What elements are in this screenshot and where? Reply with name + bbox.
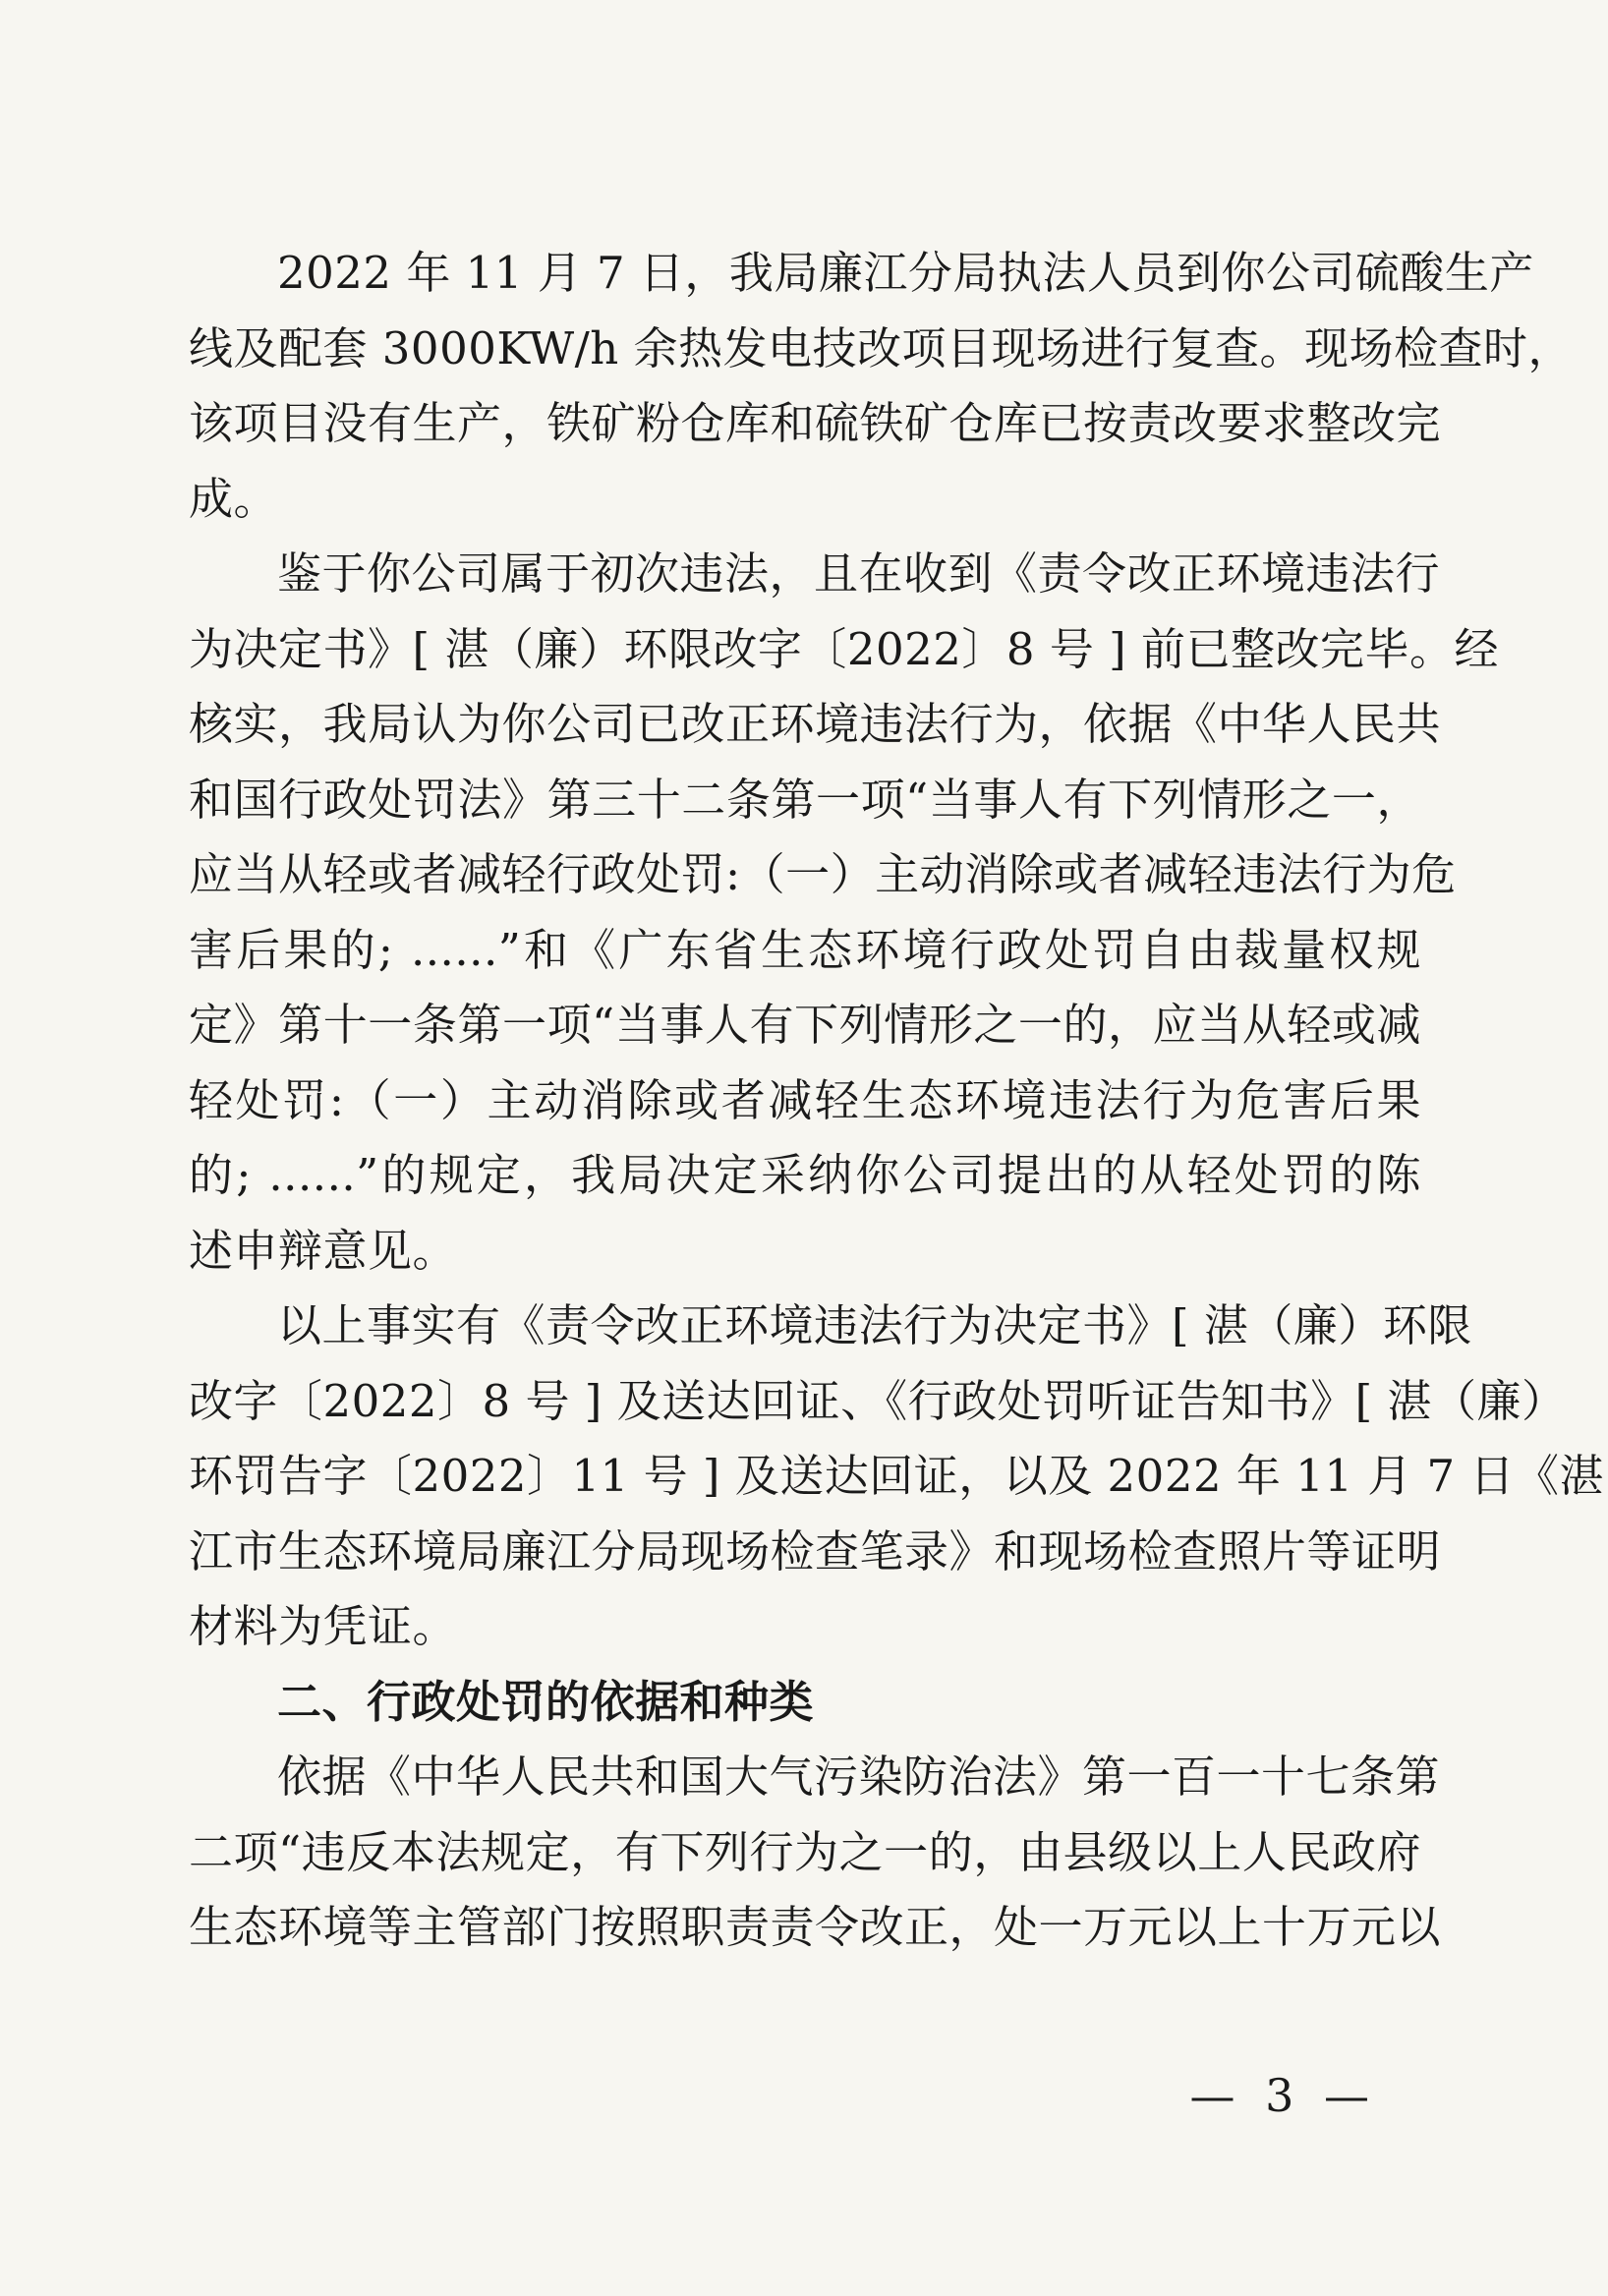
text-line: 生态环境等主管部门按照职责责令改正，处一万元以上十万元以 — [189, 1901, 1442, 1953]
text-line: 核实，我局认为你公司已改正环境违法行为，依据《中华人民共 — [189, 698, 1442, 750]
text-line: 定》第十一条第一项“当事人有下列情形之一的，应当从轻或减 — [189, 999, 1421, 1051]
text-line: 的; ......”的规定，我局决定采纳你公司提出的从轻处罚的陈 — [189, 1149, 1421, 1201]
text-line: 述申辩意见。 — [189, 1224, 458, 1277]
text-line: 以上事实有《责令改正环境违法行为决定书》[ 湛（廉）环限 — [277, 1299, 1472, 1351]
text-line: 轻处罚:（一）主动消除或者减轻生态环境违法行为危害后果 — [189, 1073, 1421, 1126]
document-body — [189, 236, 1604, 1966]
text-line: 该项目没有生产，铁矿粉仓库和硫铁矿仓库已按责改要求整改完 — [189, 397, 1442, 449]
text-line: 和国行政处罚法》第三十二条第一项“当事人有下列情形之一， — [189, 773, 1421, 826]
text-line: 江市生态环境局廉江分局现场检查笔录》和现场检查照片等证明 — [189, 1524, 1442, 1578]
page-number: — 3 — — [1189, 2069, 1377, 2122]
text-line: 应当从轻或者减轻行政处罚:（一）主动消除或者减轻违法行为危 — [189, 848, 1457, 900]
text-line: 线及配套 3000KW/h 余热发电技改项目现场进行复查。现场检查时， — [189, 321, 1574, 374]
text-line: 材料为凭证。 — [189, 1600, 458, 1652]
text-line: 2022 年 11 月 7 日，我局廉江分局执法人员到你公司硫酸生产 — [277, 247, 1534, 299]
text-line: 二项“违反本法规定，有下列行为之一的，由县级以上人民政府 — [189, 1825, 1421, 1878]
text-line: 环罚告字〔2022〕11 号 ] 及送达回证，以及 2022 年 11 月 7 日《湛 — [189, 1450, 1604, 1502]
text-line: 害后果的; ......”和《广东省生态环境行政处罚自由裁量权规 — [189, 923, 1421, 976]
text-line: 鉴于你公司属于初次违法，且在收到《责令改正环境违法行 — [277, 547, 1441, 600]
text-line: 改字〔2022〕8 号 ] 及送达回证、《行政处罚听证告知书》[ 湛（廉） — [189, 1374, 1567, 1427]
section-heading: 二、行政处罚的依据和种类 — [277, 1675, 815, 1728]
text-line: 依据《中华人民共和国大气污染防治法》第一百一十七条第 — [277, 1751, 1441, 1803]
text-line: 为决定书》[ 湛（廉）环限改字〔2022〕8 号 ] 前已整改完毕。经 — [189, 622, 1499, 675]
text-line: 成。 — [189, 472, 279, 525]
